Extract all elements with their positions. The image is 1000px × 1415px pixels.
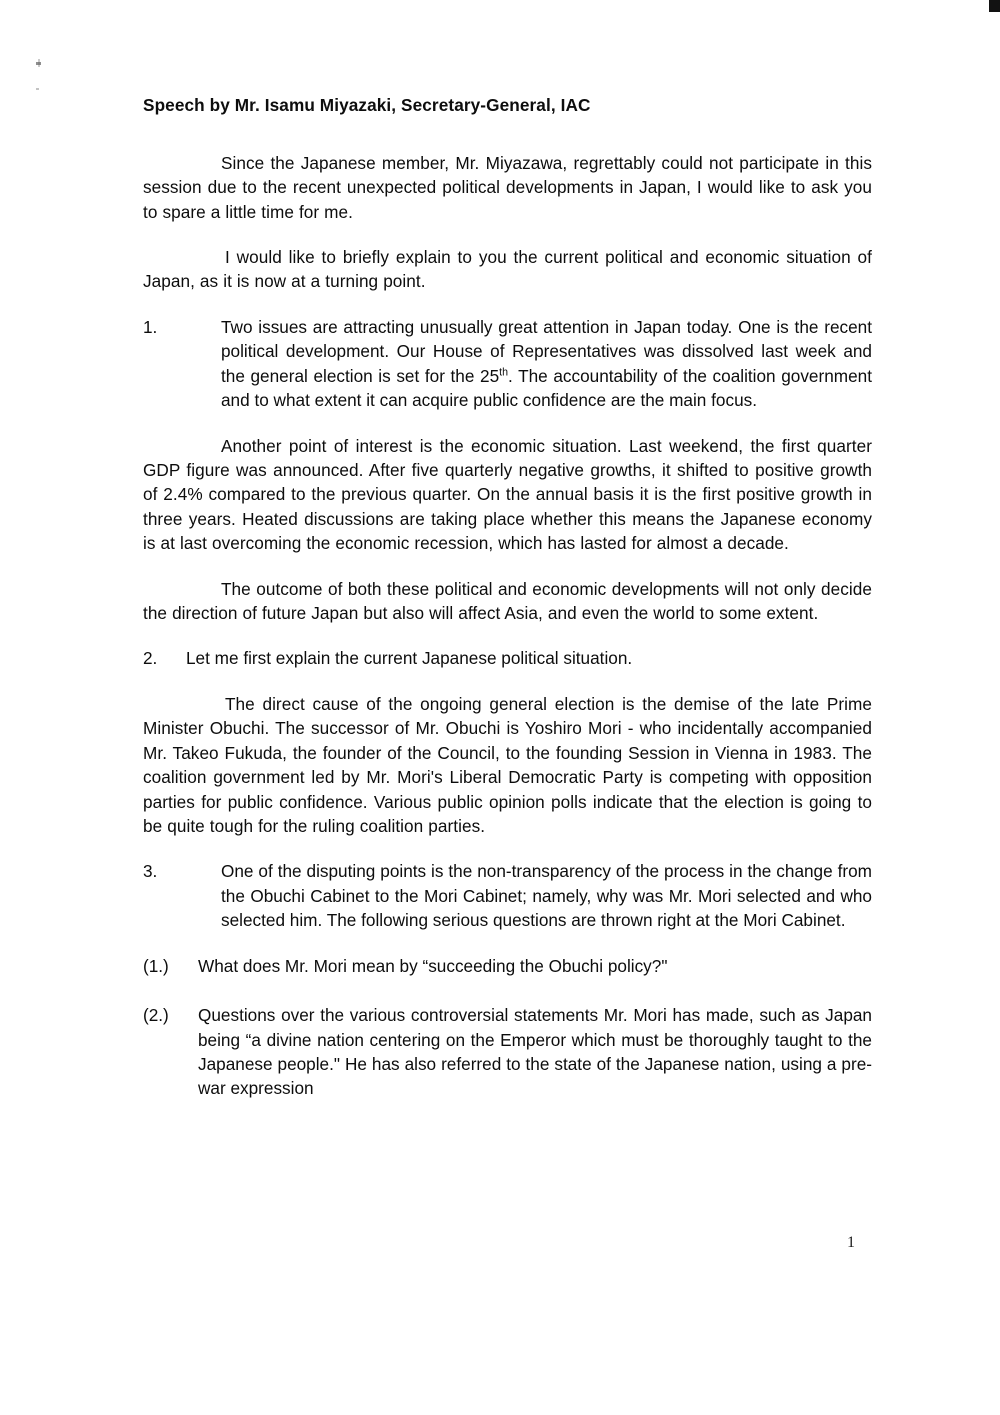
- paragraph-intro-1: Since the Japanese member, Mr. Miyazawa, regrettably could not participate in this session due to the recent unexpected political developments in Japan, I would like to ask you to spare a little time for me.: [143, 152, 872, 222]
- numbered-item-3: [143, 859, 872, 932]
- numbered-item-1-text-b: . The accountability of the coalition government and to what extent it can acquire public confidence are the main focus.: [221, 365, 872, 411]
- numbered-item-3-marker: 3.: [143, 861, 158, 882]
- numbered-item-2-body: Let me first explain the current Japanese political situation.: [186, 648, 633, 669]
- page-number: 1: [847, 1234, 855, 1251]
- paragraph-intro-2: I would like to briefly explain to you the current political and economic situation of Japan, as it is now at a turning point.: [143, 246, 872, 292]
- ordinal-suffix: th: [499, 365, 509, 378]
- sub-item-1-marker: (1.): [143, 955, 169, 976]
- numbered-item-1-body: [221, 315, 872, 413]
- numbered-item-1: [143, 315, 872, 413]
- numbered-item-2: [143, 646, 872, 670]
- numbered-item-1-marker: 1.: [143, 316, 158, 337]
- numbered-item-2-marker: 2.: [143, 648, 158, 669]
- numbered-item-1-text-a: Two issues are attracting unusually great attention in Japan today. One is the recent political development. Our House of Representatives was dissolved last week and the general election is set for the 25: [221, 316, 872, 386]
- numbered-item-3-body: One of the disputing points is the non-transparency of the process in the change from the Obuchi Cabinet to the Mori Cabinet; namely, why was Mr. Mori selected and who selected him. The following serious questions are thrown right at the Mori Cabinet.: [221, 861, 872, 931]
- sub-item-2: [143, 1003, 872, 1101]
- sub-item-2-body: Questions over the various controversial statements Mr. Mori has made, such as Japan being “a divine nation centering on the Emperor which must be thoroughly taught to the Japanese people." He has also referred to the state of the Japanese nation, using a pre-war expression: [198, 1005, 872, 1099]
- sub-item-1-body: What does Mr. Mori mean by “succeeding the Obuchi policy?": [198, 955, 668, 976]
- document-title: Speech by Mr. Isamu Miyazaki, Secretary-General, IAC: [143, 95, 591, 115]
- sub-item-1: [143, 954, 872, 978]
- scan-speck: [38, 59, 40, 67]
- sub-item-2-marker: (2.): [143, 1005, 169, 1026]
- scan-corner-mark: [989, 0, 1000, 12]
- paragraph-election-cause: The direct cause of the ongoing general election is the demise of the late Prime Minister Obuchi. The successor of Mr. Obuchi is Yoshiro Mori - who incidentally accompanied Mr. Takeo Fukuda, the founder of the Council, to the founding Session in Vienna in 1983. The coalition government led by Mr. Mori's Liberal Democratic Party is competing with opposition parties for public confidence. Various public opinion polls indicate that the election is going to be quite tough for the ruling coalition parties.: [143, 693, 872, 836]
- paragraph-outcome: The outcome of both these political and economic developments will not only decide the direction of future Japan but also will affect Asia, and even the world to some extent.: [143, 578, 872, 624]
- scan-speck: [36, 88, 39, 90]
- document-body: [143, 94, 872, 1122]
- paragraph-economy: Another point of interest is the economic situation. Last weekend, the first quarter GDP figure was announced. After five quarterly negative growths, it shifted to positive growth of 2.4% compared to the previous quarter. On the annual basis it is the first positive growth in three years. Heated discussions are taking place whether this means the Japanese economy is at last overcoming the economic recession, which has lasted for almost a decade.: [143, 435, 872, 554]
